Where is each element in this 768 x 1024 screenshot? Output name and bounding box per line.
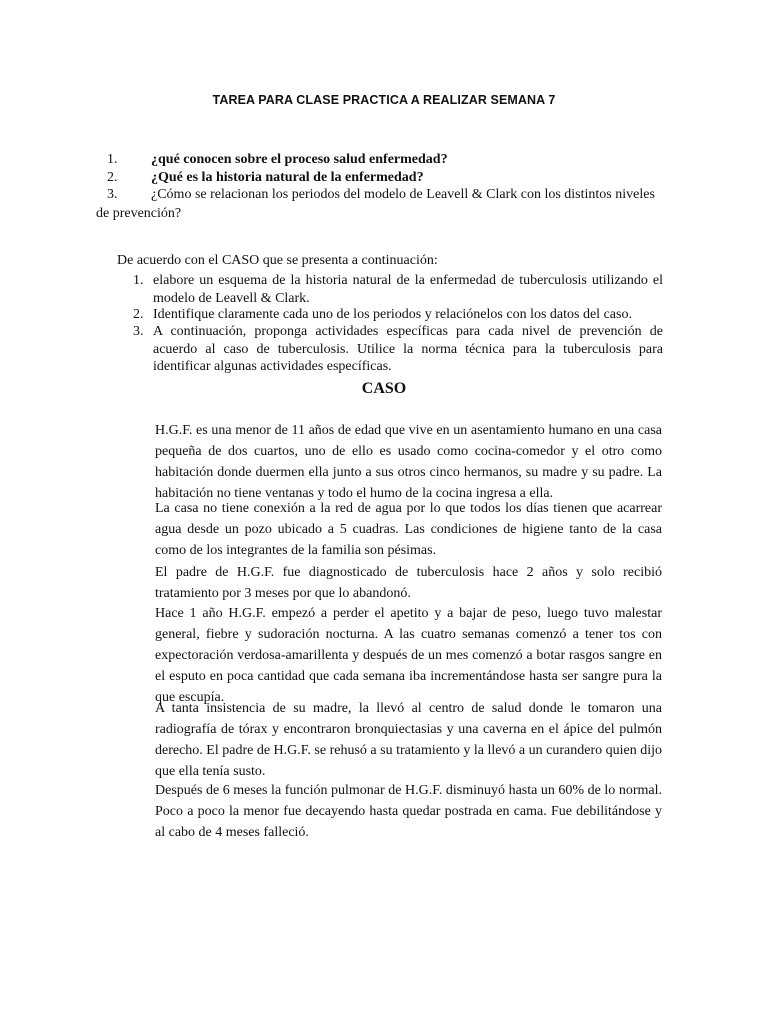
instruction-text: Identifique claramente cada uno de los periodos y relaciónelos con los datos del caso. — [153, 307, 632, 322]
case-paragraph-5: A tanta insistencia de su madre, la llevó al centro de salud donde le tomaron una radiografía de tórax y encontraron bronquiectasias y una caverna en el ápice del pulmón derecho. El padre de H.G.F. se rehusó a su tratamiento y la llevó a un curandero quien dijo que ella tenía susto. — [155, 701, 662, 779]
case-paragraph-1: H.G.F. es una menor de 11 años de edad que vive en un asentamiento humano en una casa pequeña de dos cuartos, uno de ello es usado como cocina-comedor y el otro como habitación donde duermen ella junto a sus otros cinco hermanos, su madre y su padre. La habitación no tiene ventanas y todo el humo de la cocina ingresa a ella. — [155, 423, 662, 501]
instruction-number: 2. — [133, 307, 144, 322]
instruction-1 — [133, 272, 663, 307]
question-number: 2. — [107, 170, 118, 185]
question-1 — [107, 150, 667, 169]
question-text: ¿Cómo se relacionan los periodos del modelo de Leavell & Clark con los distintos niveles — [151, 187, 655, 202]
case-paragraph-4: Hace 1 año H.G.F. empezó a perder el apetito y a bajar de peso, luego tuvo malestar general, fiebre y sudoración nocturna. A las cuatro semanas comenzó a tener tos con expectoración verdosa-amarillenta y después de un mes comenzó a botar rasgos sangre en el esputo en poca cantidad que cada semana iba incrementándose hasta ser sangre pura la que escupía. — [155, 606, 662, 705]
question-number: 1. — [107, 152, 118, 167]
case-title: CASO — [361, 380, 407, 397]
instruction-text: elabore un esquema de la historia natural de la enfermedad de tuberculosis utilizando el modelo de Leavell & Clark. — [153, 273, 663, 306]
question-text: ¿Qué es la historia natural de la enfermedad? — [151, 170, 424, 185]
document-title: TAREA PARA CLASE PRACTICA A REALIZAR SEMANA 7 — [212, 93, 556, 107]
question-number: 3. — [107, 187, 118, 202]
case-paragraph-3: El padre de H.G.F. fue diagnosticado de tuberculosis hace 2 años y solo recibió tratamiento por 3 meses por que lo abandonó. — [155, 565, 662, 601]
instruction-text: A continuación, proponga actividades específicas para cada nivel de prevención de acuerdo al caso de tuberculosis. Utilice la norma técnica para la tuberculosis para identificar algunas actividades específicas. — [153, 324, 663, 374]
question-text: ¿qué conocen sobre el proceso salud enfermedad? — [151, 152, 448, 167]
case-paragraph-6: Después de 6 meses la función pulmonar de H.G.F. disminuyó hasta un 60% de lo normal. Poco a poco la menor fue decayendo hasta quedar postrada en cama. Fue debilitándose y al cabo de 4 meses falleció. — [155, 783, 662, 840]
case-intro: De acuerdo con el CASO que se presenta a continuación: — [117, 253, 438, 268]
instruction-number: 1. — [133, 273, 144, 288]
question-3 — [96, 185, 667, 223]
instruction-3 — [133, 323, 663, 376]
instruction-2 — [133, 306, 663, 324]
instruction-number: 3. — [133, 324, 144, 339]
case-paragraph-2: La casa no tiene conexión a la red de agua por lo que todos los días tienen que acarrear agua desde un pozo ubicado a 5 cuadras. Las condiciones de higiene tanto de la casa como de los integrantes de la familia son pésimas. — [155, 501, 662, 558]
question-text-continuation: de prevención? — [96, 206, 182, 221]
